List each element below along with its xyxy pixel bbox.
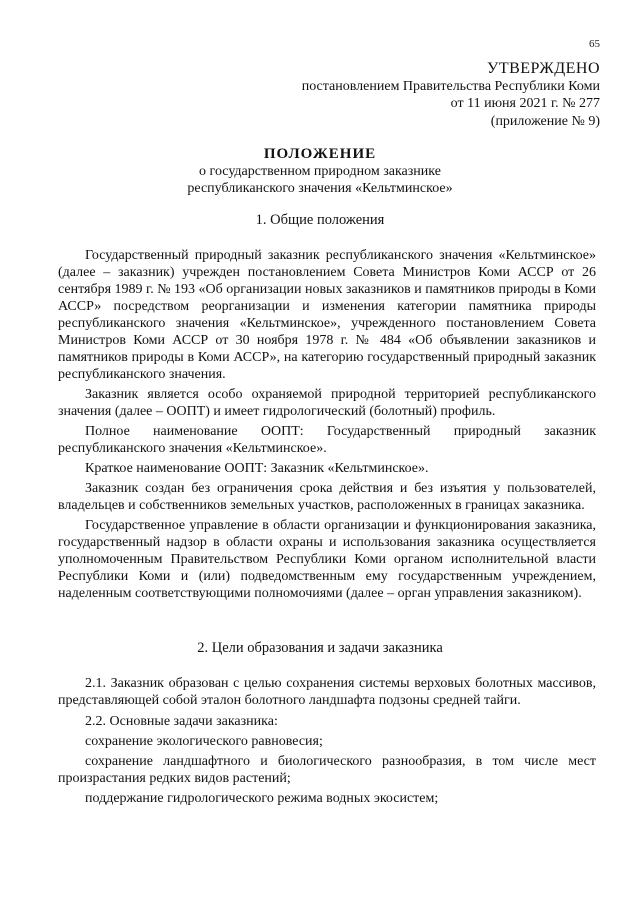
paragraph: Заказник создан без ограничения срока действия и без изъятия у пользователей, владельцев и собственников земельных участков, расположенных в границах заказника. [58, 481, 596, 513]
document-subtitle [0, 163, 640, 197]
section-1-body [58, 247, 596, 602]
section-2-heading: 2. Цели образования и задачи заказника [197, 640, 443, 656]
approval-heading: УТВЕРЖДЕНО [486, 60, 600, 77]
subtitle-line-2: республиканского значения «Кельтминское» [187, 181, 453, 196]
section-1-heading: 1. Общие положения [255, 212, 385, 228]
paragraph: Полное наименование ООПТ: Государственный природный заказник республиканского значения «Кельтминское». [58, 424, 596, 456]
approval-issuer: постановлением Правительства Республики Коми [301, 78, 600, 94]
list-item: поддержание гидрологического режима водных экосистем; [85, 791, 439, 806]
paragraph: Заказник является особо охраняемой природной территорией республиканского значения (далее – ООПТ) и имеет гидрологический (болотный) профиль. [58, 387, 596, 419]
section-2-body [58, 675, 596, 807]
subtitle-line-1: о государственном природном заказнике [199, 164, 441, 179]
approval-date: от 11 июня 2021 г. № 277 [450, 96, 600, 111]
approval-appendix: (приложение № 9) [490, 113, 600, 129]
document-title: ПОЛОЖЕНИЕ [263, 146, 377, 162]
paragraph: 2.2. Основные задачи заказника: [85, 714, 278, 729]
approval-stamp [220, 60, 600, 130]
paragraph: Краткое наименование ООПТ: Заказник «Кельтминское». [85, 461, 429, 476]
paragraph: Государственный природный заказник республиканского значения «Кельтминское» (далее – заказник) учрежден постановлением Совета Министров Коми АССР от 26 сентября 1989 г. № 193 «Об организации новых заказников и памятников природы в Коми АССР» посредством реорганизации и изменения категории памятника природы республиканского значения «Кельтминское», учрежденного постановлением Совета Министров Коми АССР от 30 ноября 1978 г. № 484 «Об объявлении заказников и памятников природы в Коми АССР», на категорию государственный природный заказник республиканского значения. [58, 248, 596, 382]
page-number: 65 [589, 38, 600, 50]
paragraph: Государственное управление в области организации и функционирования заказника, государственный надзор в области охраны и использования заказника осуществляется уполномоченным Правительством Республики Коми органом исполнительной власти Республики Коми и (или) подведомственным ему государственным учреждением, наделенным соответствующими полномочиями (далее – орган управления заказником). [58, 518, 596, 601]
paragraph: 2.1. Заказник образован с целью сохранения системы верховых болотных массивов, представляющей собой эталон болотного ландшафта подзоны средней тайги. [58, 676, 596, 708]
list-item: сохранение экологического равновесия; [85, 734, 323, 749]
list-item: сохранение ландшафтного и биологического разнообразия, в том числе мест произрастания редких видов растений; [58, 754, 596, 786]
